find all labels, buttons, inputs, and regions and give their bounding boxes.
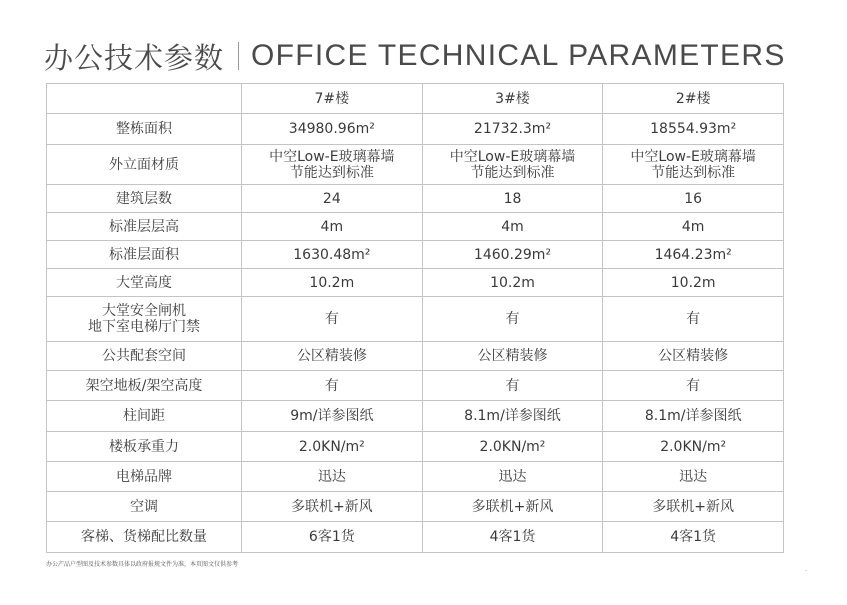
table-cell: 有 xyxy=(242,371,423,401)
table-cell: 中空Low-E玻璃幕墙 节能达到标准 xyxy=(603,145,784,185)
corner-mark: . xyxy=(805,566,807,573)
table-cell: 2.0KN/m² xyxy=(242,432,423,462)
title-english: OFFICE TECHNICAL PARAMETERS xyxy=(251,39,786,72)
parameters-table xyxy=(46,83,784,553)
table-cell: 8.1m/详参图纸 xyxy=(422,401,603,432)
table-row xyxy=(47,371,784,401)
table-row xyxy=(47,297,784,342)
row-label: 整栋面积 xyxy=(47,114,242,145)
table-cell: 4客1货 xyxy=(603,522,784,553)
table-cell: 18 xyxy=(422,185,603,213)
table-cell: 4m xyxy=(242,213,423,241)
row-label: 公共配套空间 xyxy=(47,342,242,371)
title-divider xyxy=(238,42,239,70)
table-cell: 8.1m/详参图纸 xyxy=(603,401,784,432)
table-cell: 中空Low-E玻璃幕墙 节能达到标准 xyxy=(242,145,423,185)
table-cell: 有 xyxy=(422,371,603,401)
table-cell: 1630.48m² xyxy=(242,241,423,269)
row-label: 柱间距 xyxy=(47,401,242,432)
table-cell: 迅达 xyxy=(603,462,784,492)
header-cell-corner xyxy=(47,84,242,114)
row-label: 标准层层高 xyxy=(47,213,242,241)
table-cell: 21732.3m² xyxy=(422,114,603,145)
table-cell: 多联机+新风 xyxy=(242,492,423,522)
table-cell: 多联机+新风 xyxy=(603,492,784,522)
table-cell: 2.0KN/m² xyxy=(422,432,603,462)
table-cell: 中空Low-E玻璃幕墙 节能达到标准 xyxy=(422,145,603,185)
table-cell: 公区精装修 xyxy=(422,342,603,371)
table-cell: 4客1货 xyxy=(422,522,603,553)
table-cell: 24 xyxy=(242,185,423,213)
table-row xyxy=(47,522,784,553)
table-row xyxy=(47,145,784,185)
table-cell: 有 xyxy=(242,297,423,342)
table-cell: 10.2m xyxy=(242,269,423,297)
table-cell: 2.0KN/m² xyxy=(603,432,784,462)
table-cell: 4m xyxy=(422,213,603,241)
header-cell-building-2: 2#楼 xyxy=(603,84,784,114)
table-cell: 18554.93m² xyxy=(603,114,784,145)
table-row xyxy=(47,432,784,462)
row-label: 客梯、货梯配比数量 xyxy=(47,522,242,553)
table-cell: 迅达 xyxy=(242,462,423,492)
page-title xyxy=(44,34,786,78)
table-cell: 有 xyxy=(603,297,784,342)
row-label: 架空地板/架空高度 xyxy=(47,371,242,401)
table-row xyxy=(47,401,784,432)
table-cell: 有 xyxy=(422,297,603,342)
table-cell: 9m/详参图纸 xyxy=(242,401,423,432)
footnote: 办公产品户型图及技术参数具体以政府报规文件为准，本页图文仅供参考 xyxy=(46,561,239,568)
row-label: 标准层面积 xyxy=(47,241,242,269)
row-label: 楼板承重力 xyxy=(47,432,242,462)
table-cell: 公区精装修 xyxy=(603,342,784,371)
table-cell: 34980.96m² xyxy=(242,114,423,145)
table-row xyxy=(47,342,784,371)
table-cell: 多联机+新风 xyxy=(422,492,603,522)
table-cell: 1464.23m² xyxy=(603,241,784,269)
table-cell: 6客1货 xyxy=(242,522,423,553)
table-cell: 10.2m xyxy=(603,269,784,297)
table-cell: 16 xyxy=(603,185,784,213)
row-label: 大堂安全闸机 地下室电梯厅门禁 xyxy=(47,297,242,342)
row-label: 大堂高度 xyxy=(47,269,242,297)
row-label: 电梯品牌 xyxy=(47,462,242,492)
table-row xyxy=(47,269,784,297)
table-row xyxy=(47,241,784,269)
table-cell: 公区精装修 xyxy=(242,342,423,371)
table-row xyxy=(47,185,784,213)
row-label: 外立面材质 xyxy=(47,145,242,185)
row-label: 空调 xyxy=(47,492,242,522)
table-row xyxy=(47,213,784,241)
table-cell: 迅达 xyxy=(422,462,603,492)
table-cell: 1460.29m² xyxy=(422,241,603,269)
table-row xyxy=(47,462,784,492)
table-cell: 有 xyxy=(603,371,784,401)
table-header-row xyxy=(47,84,784,114)
table-cell: 4m xyxy=(603,213,784,241)
row-label: 建筑层数 xyxy=(47,185,242,213)
table-row xyxy=(47,492,784,522)
header-cell-building-3: 3#楼 xyxy=(422,84,603,114)
header-cell-building-7: 7#楼 xyxy=(242,84,423,114)
table-cell: 10.2m xyxy=(422,269,603,297)
title-chinese: 办公技术参数 xyxy=(44,40,225,75)
table-row xyxy=(47,114,784,145)
